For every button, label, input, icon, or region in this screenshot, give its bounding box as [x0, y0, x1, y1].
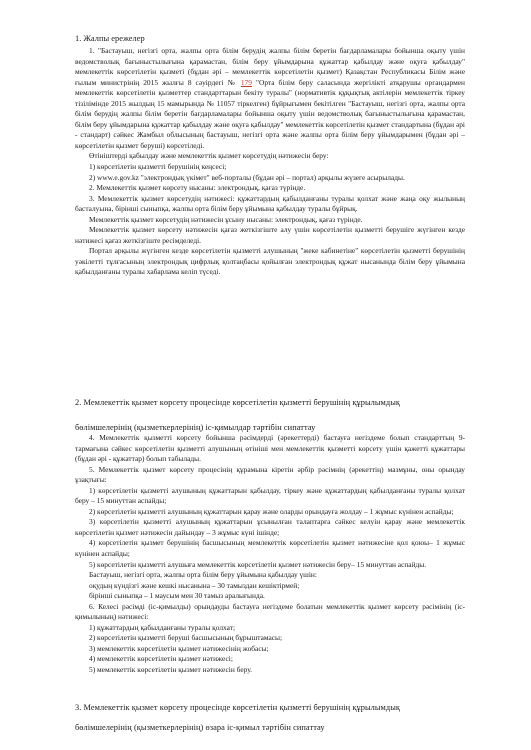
paragraph-1-text-b: "Орта білім беру саласында жергілікті атқарушы органдармен мемлекеттік көрсетілетін қызметтер стандарттарын бекіту туралы" (нормативтік құқықтық актілерін мемлекеттік тіркеу тізілімінде 2015 жылдың 15 мамырында № 11057 тіркелген) бұйрығымен бекітілген "Бастауыш, негізгі орта, жалпы орта білім берудің жалпы білім беретін бағдарламалары бойынша оқыту үшін ведомстволық бағыныстылығына қарамастан, білім беру ұйымдарына құжаттар қабылдау және оқуға қабылдау" мемлекеттік көрсетілетін қызмет стандартына (бұдан әрі - стандарт) сәйкес Жамбыл облысының бастауыш, негізгі орта және жалпы орта білім беру ұйымдарымен (бұдан әрі – көрсетілетін қызмет беруші) көрсетіледі.: [75, 77, 465, 150]
section-3-title-line-1: 3. Мемлекеттік қызмет көрсету процесінде көрсетілетін қызметті берушінің құрылымдық: [75, 703, 400, 712]
paragraph-s2-4: 2) көрсетілетін қызметті алушының құжаттарын қарау және оларды орындауға жолдау – 1 жұмыс күнінен аспайды;: [89, 506, 454, 516]
paragraph-s2-16: 5) мемлекеттік көрсетілетін қызмет нәтижесін беру.: [89, 665, 252, 675]
paragraph-s2-13: 2) көрсетілетін қызметті беруші басшысының бұрыштамасы;: [89, 633, 283, 643]
paragraph-s2-1: 4. Мемлекеттік қызметті көрсету бойынша рәсімдерді (әрекеттерді) бастауға негіздеме болып стандарттың 9-тармағына сәйкес көрсетілетін қызметті алушының өтініші мен мемлекеттік қызметті көрсету үшін қажетті құжаттары (бұдан әрі - құжаттар) болып табылады.: [75, 433, 465, 464]
paragraph-s2-15: 4) мемлекеттік көрсетілетін қызмет нәтижесі;: [89, 654, 233, 664]
paragraph-3: 1) көрсетілетін қызметті берушінің кеңсесі;: [89, 162, 227, 172]
section-1-body: [75, 46, 465, 278]
paragraph-4: 2) www.e.gov.kz "электрондық үкімет" веб-порталы (бұдан әрі – портал) арқылы жүзеге асырылады.: [89, 172, 405, 182]
paragraph-s2-5: 3) көрсетілетін қызметті алушының құжаттарын ұсынылған талаптарға сәйкес келуін қарау және мемлекеттік көрсетілетін қызмет нәтижесін дайындау – 3 жұмыс күні ішінде;: [75, 517, 465, 537]
paragraph-9: Портал арқылы жүгінген кезде көрсетілетін қызметті алушының "жеке кабинетіне" көрсетілетін қызметті берушінің уәкілетті тұлғасының электрондық цифрлық қолтаңбасы қойылған электрондық құжат нысанында білім беру ұйымына қабылданғаны туралы хабарлама келіп түседі.: [75, 246, 465, 277]
paragraph-s2-12: 1) құжаттардың қабылданғаны туралы қолхат;: [89, 622, 236, 632]
order-179-link[interactable]: 179: [240, 77, 252, 87]
paragraph-1-text-a: 1. "Бастауыш, негізгі орта, жалпы орта білім берудің жалпы білім беретін бағдарламалары бойынша оқыту үшін ведомстволық бағыныстылығына қарамастан, білім беру ұйымдарына құжаттар қабылдау және оқуға қабылдау" мемлекеттік көрсетілетін қызметі (бұдан әрі – мемлекеттік көрсетілетін қызмет) Қазақстан Республикасы Білім және ғылым министрінің 2015 жылғы 8 сәуірдегі №: [75, 46, 465, 87]
paragraph-1: [75, 46, 465, 151]
section-1-title: 1. Жалпы ережелер: [75, 34, 145, 43]
paragraph-s2-11: 6. Келесі рәсімді (іс-қимылды) орындауды бастауға негіздеме болатын мемлекеттік қызмет көрсету рәсімінің (іс-қимылының) нәтижесі:: [75, 601, 465, 622]
paragraph-8: Мемлекеттік қызмет көрсету нәтижесін қағаз жеткізгіште алу үшін көрсетілетін қызметті берушіге жүгінген кезде нәтижесі қағаз жеткізгіште ресімделеді.: [75, 225, 465, 245]
paragraph-7: Мемлекеттік қызмет көрсетудің нәтижесін ұсыну нысаны: электрондық, қағаз түрінде.: [89, 214, 363, 224]
section-2-title-line-2: бөлімшелерінің (қызметкерлерінің) іс-қимылдар тәртібін сипаттау: [75, 423, 316, 432]
paragraph-s2-6: 4) көрсетілетін қызмет берушінің басшысының мемлекеттік көрсетілетін қызмет нәтижесіне қол қоюы– 1 жұмыс күнінен аспайды;: [75, 538, 465, 559]
section-2-body: [75, 433, 465, 676]
paragraph-s2-14: 3) мемлекеттік көрсетілетін қызмет нәтижесінің жобасы;: [89, 643, 269, 653]
paragraph-s2-9: оқудың күндізгі және кешкі нысанына – 30 тамыздан кешіктірмей;: [89, 580, 300, 590]
paragraph-s2-3: 1) көрсетілетін қызметті алушының құжаттарын қабылдау, тіркеу және құжаттардың қабылданғаны туралы қолхат беру – 15 минуттан аспайды;: [75, 485, 465, 506]
paragraph-s2-2: 5. Мемлекеттік қызмет көрсету процесінің құрамына кіретін әрбір рәсімнің (әрекеттің) мазмұны, оны орындау ұзақтығы:: [75, 464, 465, 485]
paragraph-s2-8: Бастауыш, негізгі орта, жалпы орта білім беру ұйымына қабылдау үшін:: [89, 570, 317, 580]
paragraph-6: 3. Мемлекеттік қызмет көрсетудің нәтижесі: құжаттардың қабылданғаны туралы қолхат және жаңа оқу жылының басталуына, бірінші сыныпқа, жалпы орта білім беру ұйымына қабылдау туралы бұйрық.: [75, 193, 465, 214]
paragraph-2: Өтініштерді қабылдау және мемлекеттік қызмет көрсетудің нәтижесін беру:: [89, 151, 329, 161]
paragraph-s2-10: бірінші сыныпқа – 1 маусым мен 30 тамыз аралығында.: [89, 591, 265, 601]
section-3-title-line-2: бөлімшелерінің (қызметкерлерінің) өзара іс-қимыл тәртібін сипаттау: [75, 723, 325, 732]
paragraph-5: 2. Мемлекеттік қызмет көрсету нысаны: электрондық, қағаз түрінде.: [89, 183, 306, 193]
paragraph-s2-7: 5) көрсетілетін қызметті алушыға мемлекеттік көрсетілетін қызмет нәтижесін беру– 15 минуттан аспайды.: [89, 559, 427, 569]
section-2-title-line-1: 2. Мемлекеттік қызмет көрсету процесінде көрсетілетін қызметті берушінің құрылымдық: [75, 398, 400, 407]
